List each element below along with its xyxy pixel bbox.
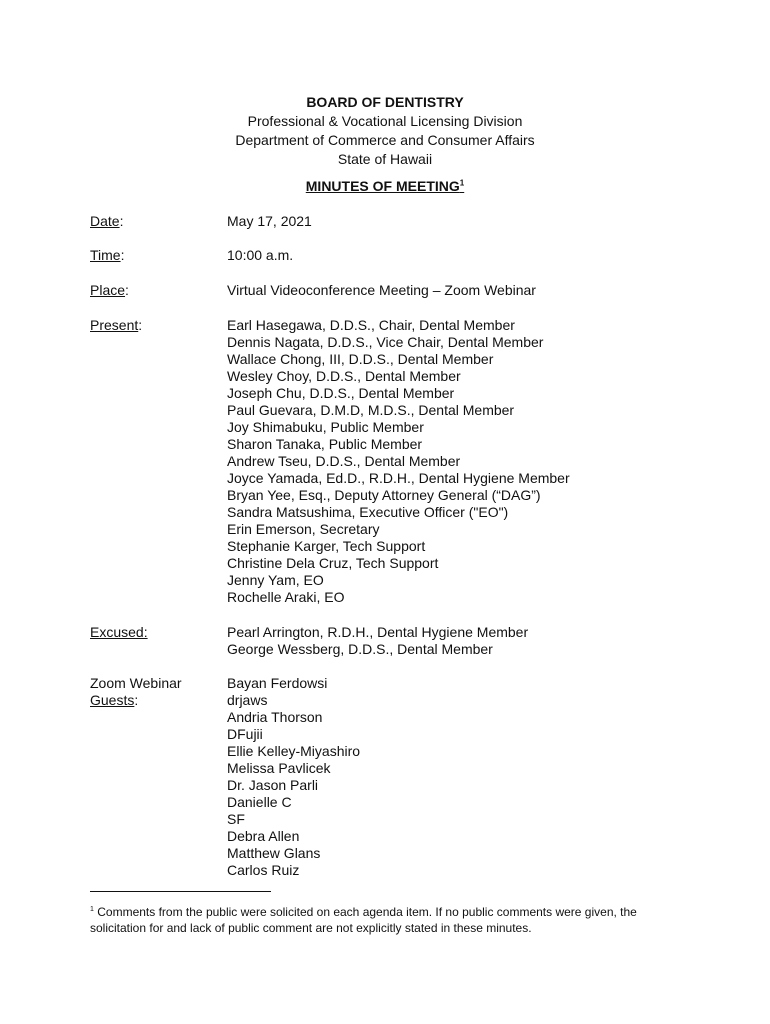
- list-item: Sandra Matsushima, Executive Officer ("EO"): [227, 504, 509, 520]
- footnote-text: Comments from the public were solicited on each agenda item. If no public comments were given, the solicitation for and lack of public comment are not explicitly stated in these minutes.: [90, 905, 637, 935]
- list-item: Dennis Nagata, D.D.S., Vice Chair, Dental Member: [227, 334, 544, 350]
- list-item: Rochelle Araki, EO: [227, 589, 345, 605]
- time-value: 10:00 a.m.: [227, 247, 294, 263]
- present-label: Present:: [90, 317, 143, 333]
- list-item: drjaws: [227, 692, 268, 708]
- guests-label-line2: Guests:: [90, 692, 139, 708]
- list-item: Andria Thorson: [227, 709, 323, 725]
- footnote: [90, 902, 690, 936]
- date-label: Date:: [90, 213, 124, 229]
- present-list: [227, 317, 727, 606]
- list-item: Earl Hasegawa, D.D.S., Chair, Dental Member: [227, 317, 515, 333]
- list-item: Carlos Ruiz: [227, 862, 300, 878]
- board-title: BOARD OF DENTISTRY: [306, 94, 464, 110]
- list-item: Pearl Arrington, R.D.H., Dental Hygiene Member: [227, 624, 529, 640]
- list-item: Joseph Chu, D.D.S., Dental Member: [227, 385, 455, 401]
- list-item: Jenny Yam, EO: [227, 572, 324, 588]
- time-label: Time:: [90, 247, 125, 263]
- state-line: State of Hawaii: [337, 151, 433, 167]
- division-line: Professional & Vocational Licensing Division: [247, 113, 523, 129]
- list-item: Ellie Kelley-Miyashiro: [227, 743, 361, 759]
- minutes-title-text: MINUTES OF MEETING: [305, 178, 460, 194]
- list-item: Joyce Yamada, Ed.D., R.D.H., Dental Hygiene Member: [227, 470, 570, 486]
- guests-label-line1: Zoom Webinar: [90, 675, 182, 691]
- excused-label: Excused:: [90, 624, 148, 640]
- list-item: Matthew Glans: [227, 845, 321, 861]
- list-item: Debra Allen: [227, 828, 300, 844]
- list-item: Bryan Yee, Esq., Deputy Attorney General (“DAG”): [227, 487, 541, 503]
- list-item: Joy Shimabuku, Public Member: [227, 419, 424, 435]
- list-item: Danielle C: [227, 794, 292, 810]
- list-item: DFujii: [227, 726, 263, 742]
- list-item: Erin Emerson, Secretary: [227, 521, 380, 537]
- place-value: Virtual Videoconference Meeting – Zoom Webinar: [227, 282, 536, 298]
- minutes-title: [0, 178, 770, 194]
- list-item: Melissa Pavlicek: [227, 760, 331, 776]
- guests-list: [227, 675, 727, 879]
- footnote-marker: 1: [90, 906, 94, 913]
- department-line: Department of Commerce and Consumer Affairs: [235, 132, 535, 148]
- footnote-divider: [90, 891, 271, 892]
- list-item: Sharon Tanaka, Public Member: [227, 436, 423, 452]
- guests-label: [90, 675, 220, 709]
- list-item: Bayan Ferdowsi: [227, 675, 328, 691]
- list-item: SF: [227, 811, 245, 827]
- list-item: Wallace Chong, III, D.D.S., Dental Member: [227, 351, 494, 367]
- list-item: Christine Dela Cruz, Tech Support: [227, 555, 439, 571]
- excused-list: [227, 624, 727, 658]
- document-header: [0, 93, 770, 169]
- date-value: May 17, 2021: [227, 213, 312, 229]
- list-item: Wesley Choy, D.D.S., Dental Member: [227, 368, 461, 384]
- list-item: George Wessberg, D.D.S., Dental Member: [227, 641, 493, 657]
- list-item: Andrew Tseu, D.D.S., Dental Member: [227, 453, 461, 469]
- list-item: Paul Guevara, D.M.D, M.D.S., Dental Member: [227, 402, 515, 418]
- list-item: Dr. Jason Parli: [227, 777, 319, 793]
- list-item: Stephanie Karger, Tech Support: [227, 538, 426, 554]
- place-label: Place:: [90, 282, 129, 298]
- footnote-ref: 1: [459, 178, 465, 188]
